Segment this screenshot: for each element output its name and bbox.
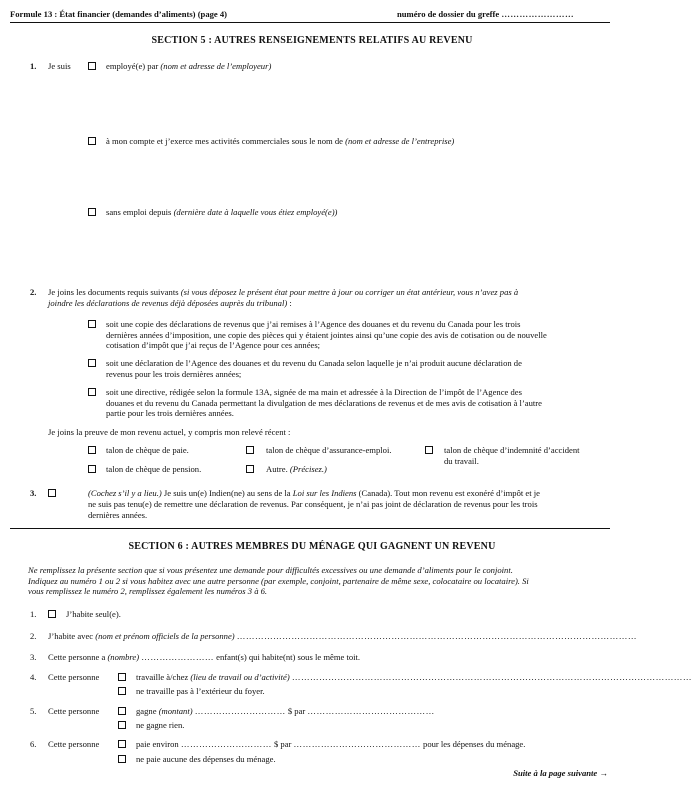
q2-lead-text: Je joins les documents requis suivants [48,287,179,297]
s6-item1-number: 1. [30,609,37,619]
q2-option-a [106,319,547,351]
proof-other-checkbox[interactable] [246,465,254,473]
q2-lead [48,287,608,298]
proof-other-note: (Précisez.) [289,464,327,474]
q1-unemployed-note: (dernière date à laquelle vous étiez employé(e)) [173,207,338,217]
s6-earns-checkbox[interactable] [118,707,126,715]
q2-option-c [106,387,542,419]
q1-employed-checkbox[interactable] [88,62,96,70]
s6-pays-dollar-per: $ par [273,739,292,749]
proof-wsib-line2: du travail. [444,455,479,466]
q1-self-employed-label [106,136,454,147]
s6-lives-with-line [48,631,637,642]
header-divider [10,22,610,23]
s6-earns-note: (montant) [158,706,193,716]
q3-number: 3. [30,488,37,498]
s6-lives-with-field[interactable]: …………………………………………………………………………………………………………………… [236,631,637,641]
q2-lead-note-2: joindre les déclarations de revenus déjà déposées auprès du tribunal) [48,298,288,308]
s6-earns-period-field[interactable]: …………………………………… [307,706,435,716]
s6-works-at-field[interactable]: …………………………………………………………………………………………………………………… [291,672,692,682]
q2-option-b [106,358,522,379]
s6-earns-text: gagne [136,706,157,716]
q1-self-employed-note: (nom et adresse de l’entreprise) [345,136,455,146]
q2-lead-colon: : [287,298,292,308]
q2-option-a-line3: cotisation d’impôt que j’ai reçus de l’Agence pour ces années; [106,340,321,351]
s6-pays-tail: pour les dépenses du ménage. [423,739,526,749]
s6-pays-nothing-label: ne paie aucune des dépenses du ménage. [136,754,276,764]
q3-text-line2: ne suis pas tenu(e) de remettre une déclaration de revenus. Par conséquent, je n’ai pas joint de déclaration de revenus pour les trois [88,499,538,509]
s6-item2-number: 2. [30,631,37,641]
q2-number: 2. [30,287,37,297]
file-number-field[interactable]: …………………… [501,9,575,19]
q3-act-name: Loi sur les Indiens [292,488,357,498]
s6-children-note: (nombre) [107,652,140,662]
proof-other-label [266,464,327,475]
s6-works-at-line [136,672,692,683]
q2-option-b-line1: soit une déclaration de l’Agence des douanes et du revenu du Canada selon laquelle je n’ai produit aucune déclaration de [106,358,522,368]
q2-option-c-line1: soit une directive, rédigée selon la formule 13A, signée de ma main et adressée à la Direction de l’impôt de l’Agence des [106,387,522,397]
s6-earns-dollar-per: $ par [287,706,306,716]
q3-text-line3: dernières années. [88,510,148,520]
s6-children-text-b: enfant(s) qui habite(nt) sous le même toit. [216,652,361,662]
s6-pays-period-field[interactable]: …………………………………… [293,739,421,749]
s6-item5-lead: Cette personne [48,706,100,716]
q2-option-c-line2: douanes et du revenu du Canada permettant la divulgation de mes déclarations de revenus et de mes avis de cotisation à l’autre [106,397,542,408]
proof-wsib-checkbox[interactable] [425,446,433,454]
q2-no-returns-checkbox[interactable] [88,359,96,367]
s6-earns-nothing-label: ne gagne rien. [136,720,185,730]
file-number-label-text: numéro de dossier du greffe [397,9,500,19]
q2-proof-lead: Je joins la preuve de mon revenu actuel, y compris mon relevé récent : [48,427,291,437]
form-title: Formule 13 : État financier (demandes d’aliments) (page 4) [10,9,228,19]
proof-ei-checkbox[interactable] [246,446,254,454]
proof-pay-label: talon de chèque de paie. [106,445,189,455]
s6-works-at-checkbox[interactable] [118,673,126,681]
q1-employed-label [106,61,271,72]
q2-option-b-line2: revenus pour les trois dernières années; [106,368,242,379]
proof-ei-label: talon de chèque d’assurance-emploi. [266,445,392,455]
s6-children-line [48,652,360,663]
s6-not-working-checkbox[interactable] [118,687,126,695]
s6-pays-amount-field[interactable]: ………………………… [180,739,272,749]
s6-item4-lead: Cette personne [48,672,100,682]
q2-option-a-line2: dernières années d’imposition, une copie des pièces qui y étaient jointes ainsi qu’une copie des avis de cotisation ou de nouvelle [106,329,547,340]
s6-not-working-label: ne travaille pas à l’extérieur du foyer. [136,686,265,696]
proof-wsib-label [444,445,580,466]
section6-intro-line1: Ne remplissez la présente section que si vous présentez une demande pour difficultés excessives ou une demande d’aliments pour le conjoint. [28,565,513,575]
q1-self-employed-text: à mon compte et j’exerce mes activités commerciales sous le nom de [106,136,343,146]
q2-option-a-line1: soit une copie des déclarations de revenus que j’ai remises à l’Agence des douanes et du revenu du Canada pour les trois [106,319,521,329]
q1-unemployed-label [106,207,337,218]
q3-text-b: (Canada). Tout mon revenu est exonéré d’impôt et je [356,488,540,498]
s6-works-at-note: (lieu de travail ou d’activité) [190,672,290,682]
s6-works-at-text: travaille à/chez [136,672,189,682]
section5-title: SECTION 5 : AUTRES RENSEIGNEMENTS RELATIFS AU REVENU [151,35,473,46]
section6-title: SECTION 6 : AUTRES MEMBRES DU MÉNAGE QUI GAGNENT UN REVENU [128,541,496,552]
q3-note: (Cochez s’il y a lieu.) [88,488,162,498]
q2-option-c-line3: partie pour les trois dernières années. [106,408,234,419]
s6-earns-nothing-checkbox[interactable] [118,721,126,729]
s6-children-count-field[interactable]: …………………… [141,652,215,662]
q3-text-a: Je suis un(e) Indien(ne) au sens de la [161,488,293,498]
proof-wsib-line1: talon de chèque d’indemnité d’accident [444,445,580,455]
q2-directive-checkbox[interactable] [88,388,96,396]
s6-lives-with-note: (nom et prénom officiels de la personne) [95,631,235,641]
s6-earns-line [136,706,435,717]
q2-lead-note-1: (si vous déposez le présent état pour mettre à jour ou corriger un état antérieur, vous n’avez pas à [180,287,519,297]
section-divider [10,528,610,529]
s6-children-text-a: Cette personne a [48,652,106,662]
q1-employed-note: (nom et adresse de l’employeur) [160,61,272,71]
q1-unemployed-checkbox[interactable] [88,208,96,216]
s6-pays-line [136,739,525,750]
q1-self-employed-checkbox[interactable] [88,137,96,145]
s6-pays-nothing-checkbox[interactable] [118,755,126,763]
s6-item3-number: 3. [30,652,37,662]
proof-pay-checkbox[interactable] [88,446,96,454]
q1-unemployed-text: sans emploi depuis [106,207,172,217]
s6-pays-checkbox[interactable] [118,740,126,748]
q2-tax-returns-checkbox[interactable] [88,320,96,328]
q3-checkbox[interactable] [48,489,56,497]
s6-lives-alone-label: J’habite seul(e). [66,609,121,619]
q1-employed-text: employé(e) par [106,61,159,71]
s6-lives-alone-checkbox[interactable] [48,610,56,618]
s6-item6-number: 6. [30,739,37,749]
proof-pension-checkbox[interactable] [88,465,96,473]
q1-number: 1. [30,61,37,71]
section6-intro-line3: vous remplissez le numéro 2, remplissez également les numéros 3 à 6. [28,586,268,597]
s6-lives-with-label: J’habite avec [48,631,94,641]
s6-pays-text: paie environ [136,739,179,749]
proof-pension-label: talon de chèque de pension. [106,464,202,474]
s6-item5-number: 5. [30,706,37,716]
s6-item6-lead: Cette personne [48,739,100,749]
q2-lead-line2 [48,298,292,309]
continued-next-page: Suite à la page suivante → [513,768,608,778]
file-number-label [397,9,574,20]
s6-earns-amount-field[interactable]: ………………………… [194,706,286,716]
section6-intro [28,565,529,597]
q1-lead: Je suis [48,61,71,71]
section6-intro-line2: Indiquez au numéro 1 ou 2 si vous habitez avec une autre personne (par exemple, conjoint, partenaire de même sexe, colocataire ou locataire). Si [28,575,529,586]
s6-item4-number: 4. [30,672,37,682]
q3-text-line1 [88,488,540,499]
proof-other-text: Autre. [266,464,288,474]
